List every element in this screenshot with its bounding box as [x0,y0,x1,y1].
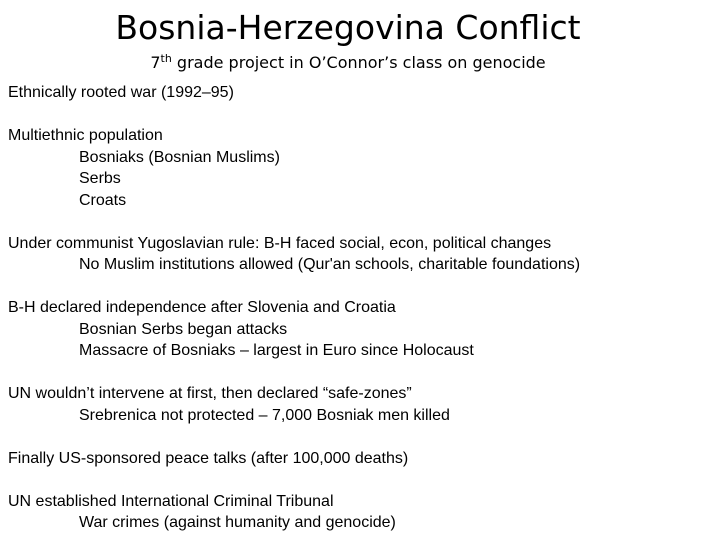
spacer [8,211,713,233]
section-heading: B-H declared independence after Slovenia and Croatia [8,299,396,316]
section-yugoslavia [8,233,713,276]
section-heading: Under communist Yugoslavian rule: B-H faced social, econ, political changes [8,234,552,252]
slide-subtitle [0,52,696,74]
spacer [8,104,713,126]
section-peace-talks [8,448,713,470]
section-subitem: Serbs [79,170,121,187]
section-subitem: Srebrenica not protected – 7,000 Bosniak men killed [79,406,450,424]
spacer [8,426,713,448]
section-subitem: Bosnian Serbs began attacks [79,320,288,338]
section-un-safe-zones [8,383,713,426]
section-heading: Finally US-sponsored peace talks (after 100,000 deaths) [8,449,409,467]
section-subitem: Massacre of Bosniaks – largest in Euro since Holocaust [79,342,474,359]
slide-body [8,82,713,534]
section-independence [8,297,713,362]
section-heading: UN established International Criminal Tribunal [8,492,334,510]
section-subitem: Bosniaks (Bosnian Muslims) [79,148,280,166]
section-subitem: Croats [79,191,127,209]
section-subitem: War crimes (against humanity and genocide) [79,514,396,531]
section-heading: UN wouldn’t intervene at first, then declared “safe-zones” [8,385,412,402]
spacer [8,469,713,491]
section-heading: Multiethnic population [8,127,163,144]
section-population [8,125,713,211]
subtitle-text: grade project in O’Connor’s class on genocide [171,53,546,72]
slide-title: Bosnia-Herzegovina Conflict [115,8,581,47]
spacer [8,362,713,384]
section-heading: Ethnically rooted war (1992–95) [8,84,234,101]
section-subitem: No Muslim institutions allowed (Qur'an schools, charitable foundations) [79,256,581,273]
section-war [8,82,713,104]
subtitle-ordinal-suffix: th [160,52,172,65]
section-tribunal [8,491,713,534]
spacer [8,276,713,298]
subtitle-ordinal-number: 7 [150,53,161,72]
